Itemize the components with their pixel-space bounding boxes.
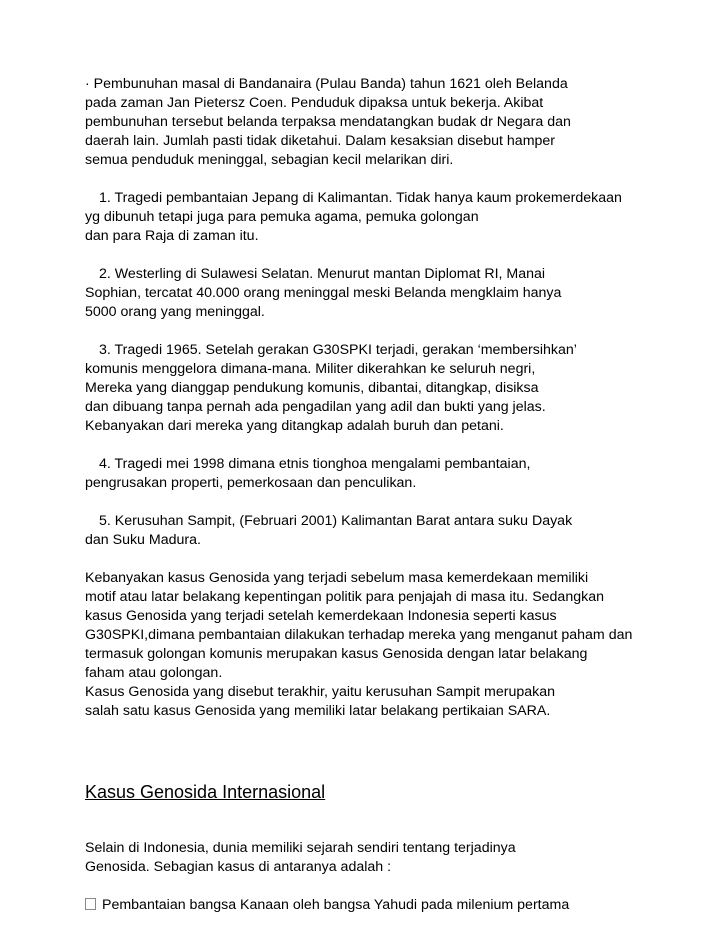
text-line: Mereka yang dianggap pendukung komunis, dibantai, ditangkap, disiksa bbox=[85, 380, 539, 396]
text-line: motif atau latar belakang kepentingan politik para penjajah di masa itu. Sedangkan bbox=[85, 589, 604, 605]
paragraph-summary bbox=[85, 569, 685, 721]
text-line: kasus Genosida yang terjadi setelah kemerdekaan Indonesia seperti kasus bbox=[85, 608, 557, 624]
text-line: pembunuhan tersebut belanda terpaksa mendatangkan budak dr Negara dan bbox=[85, 114, 571, 130]
text-line: G30SPKI,dimana pembantaian dilakukan terhadap mereka yang menganut paham dan bbox=[85, 627, 633, 643]
text-line: dan para Raja di zaman itu. bbox=[85, 228, 259, 244]
text-line: Genosida. Sebagian kasus di antaranya adalah : bbox=[85, 859, 392, 875]
text-line: yg dibunuh tetapi juga para pemuka agama, pemuka golongan bbox=[85, 209, 479, 225]
list-item-2 bbox=[85, 265, 685, 322]
paragraph-bandanaira bbox=[85, 75, 685, 170]
text-line: semua penduduk meninggal, sebagian kecil melarikan diri. bbox=[85, 152, 454, 168]
bullet-item bbox=[85, 896, 685, 915]
text-line: 5000 orang yang meninggal. bbox=[85, 304, 265, 320]
list-item-5 bbox=[85, 512, 685, 550]
list-item-3 bbox=[85, 341, 685, 436]
text-line: Selain di Indonesia, dunia memiliki sejarah sendiri tentang terjadinya bbox=[85, 840, 516, 856]
document-page bbox=[85, 75, 685, 915]
text-line: 5. Kerusuhan Sampit, (Februari 2001) Kalimantan Barat antara suku Dayak bbox=[99, 513, 573, 529]
section-heading: Kasus Genosida Internasional bbox=[85, 782, 326, 802]
text-line: dan Suku Madura. bbox=[85, 532, 201, 548]
text-line: faham atau golongan. bbox=[85, 665, 223, 681]
text-line: termasuk golongan komunis merupakan kasus Genosida dengan latar belakang bbox=[85, 646, 588, 662]
text-line: dan dibuang tanpa pernah ada pengadilan yang adil dan bukti yang jelas. bbox=[85, 399, 546, 415]
text-line: · Pembunuhan masal di Bandanaira (Pulau Banda) tahun 1621 oleh Belanda bbox=[85, 76, 568, 92]
bullet-box-icon bbox=[85, 898, 96, 910]
list-item-4 bbox=[85, 455, 685, 493]
text-line: 3. Tragedi 1965. Setelah gerakan G30SPKI terjadi, gerakan ‘membersihkan’ bbox=[99, 342, 577, 358]
text-line: Sophian, tercatat 40.000 orang meninggal meski Belanda mengklaim hanya bbox=[85, 285, 562, 301]
text-line: komunis menggelora dimana-mana. Militer dikerahkan ke seluruh negri, bbox=[85, 361, 536, 377]
text-line: pengrusakan properti, pemerkosaan dan penculikan. bbox=[85, 475, 417, 491]
text-line: salah satu kasus Genosida yang memiliki latar belakang pertikaian SARA. bbox=[85, 703, 551, 719]
text-line: pada zaman Jan Pietersz Coen. Penduduk dipaksa untuk bekerja. Akibat bbox=[85, 95, 544, 111]
text-line: Kebanyakan kasus Genosida yang terjadi sebelum masa kemerdekaan memiliki bbox=[85, 570, 589, 586]
paragraph-intro bbox=[85, 839, 685, 877]
text-line: Kasus Genosida yang disebut terakhir, yaitu kerusuhan Sampit merupakan bbox=[85, 684, 556, 700]
bullet-text: Pembantaian bangsa Kanaan oleh bangsa Yahudi pada milenium pertama bbox=[102, 897, 570, 913]
text-line: 1. Tragedi pembantaian Jepang di Kalimantan. Tidak hanya kaum prokemerdekaan bbox=[99, 190, 622, 206]
text-line: daerah lain. Jumlah pasti tidak diketahui. Dalam kesaksian disebut hamper bbox=[85, 133, 556, 149]
list-item-1 bbox=[85, 189, 685, 246]
text-line: 2. Westerling di Sulawesi Selatan. Menurut mantan Diplomat RI, Manai bbox=[99, 266, 546, 282]
text-line: 4. Tragedi mei 1998 dimana etnis tionghoa mengalami pembantaian, bbox=[99, 456, 531, 472]
text-line: Kebanyakan dari mereka yang ditangkap adalah buruh dan petani. bbox=[85, 418, 504, 434]
